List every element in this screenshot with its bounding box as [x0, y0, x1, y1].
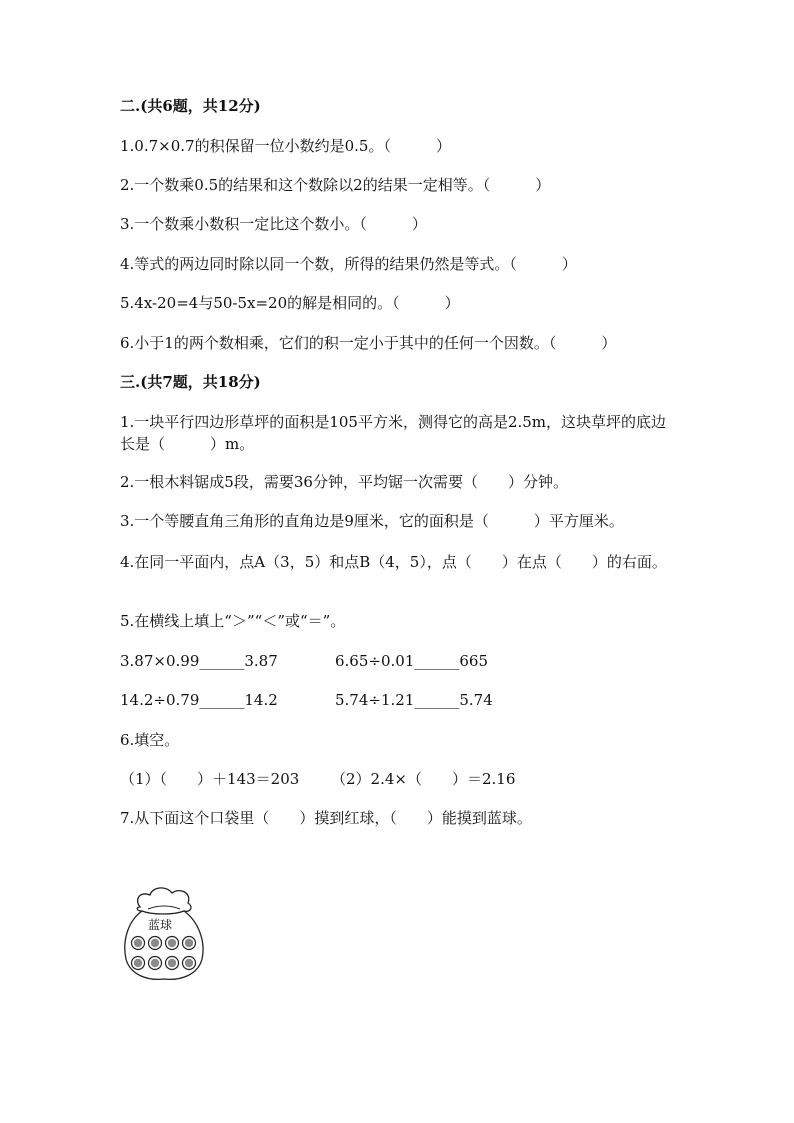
blue-ball-fill [168, 959, 176, 967]
blue-ball-fill [185, 959, 193, 967]
blue-ball-fill [151, 939, 159, 947]
section-3-heading: 三.(共7题，共18分) [120, 373, 261, 391]
s3-question-1: 1.一块平行四边形草坪的面积是105平方米，测得它的高是2.5m，这块草坪的底边长是（ ）m。 [120, 413, 667, 453]
blue-ball-fill [134, 959, 142, 967]
s2-question-4: 4.等式的两边同时除以同一个数，所得的结果仍然是等式。（ ） [120, 255, 577, 273]
compare-item-4: 5.74÷1.21______5.74 [335, 691, 493, 709]
s3-question-3: 3.一个等腰直角三角形的直角边是9厘米，它的面积是（ ）平方厘米。 [120, 512, 624, 530]
blue-ball-fill [151, 959, 159, 967]
fill-item-2: （2）2.4×（ ）＝2.16 [331, 770, 516, 788]
s3-question-6: 6.填空。 [120, 731, 180, 749]
bag-label: 蓝球 [148, 918, 173, 932]
s3-question-5: 5.在横线上填上“＞”“＜”或“＝”。 [120, 612, 346, 630]
s3-question-7: 7.从下面这个口袋里（ ）摸到红球，（ ）能摸到蓝球。 [120, 809, 532, 827]
s2-question-3: 3.一个数乘小数积一定比这个数小。（ ） [120, 215, 427, 233]
s2-question-5: 5.4x-20=4与50-5x=20的解是相同的。（ ） [120, 294, 460, 312]
s2-question-2: 2.一个数乘0.5的结果和这个数除以2的结果一定相等。（ ） [120, 176, 551, 194]
fill-item-1: （1）（ ）＋143＝203 [120, 770, 300, 788]
blue-ball-fill [185, 939, 193, 947]
compare-item-2: 6.65÷0.01______665 [335, 652, 488, 670]
blue-ball-fill [134, 939, 142, 947]
compare-item-3: 14.2÷0.79______14.2 [120, 691, 278, 709]
blue-ball-fill [168, 939, 176, 947]
section-2-heading: 二.(共6题，共12分) [120, 97, 261, 115]
bag-icon [118, 883, 208, 983]
s2-question-1: 1.0.7×0.7的积保留一位小数约是0.5。（ ） [120, 137, 451, 155]
ball-bag-illustration [118, 883, 208, 987]
s3-question-2: 2.一根木料锯成5段，需要36分钟，平均锯一次需要（ ）分钟。 [120, 473, 568, 491]
s2-question-6: 6.小于1的两个数相乘，它们的积一定小于其中的任何一个因数。（ ） [120, 334, 617, 352]
compare-item-1: 3.87×0.99______3.87 [120, 652, 278, 670]
s3-question-4: 4.在同一平面内，点A（3，5）和点B（4，5），点（ ）在点（ ）的右面。 [120, 553, 667, 571]
